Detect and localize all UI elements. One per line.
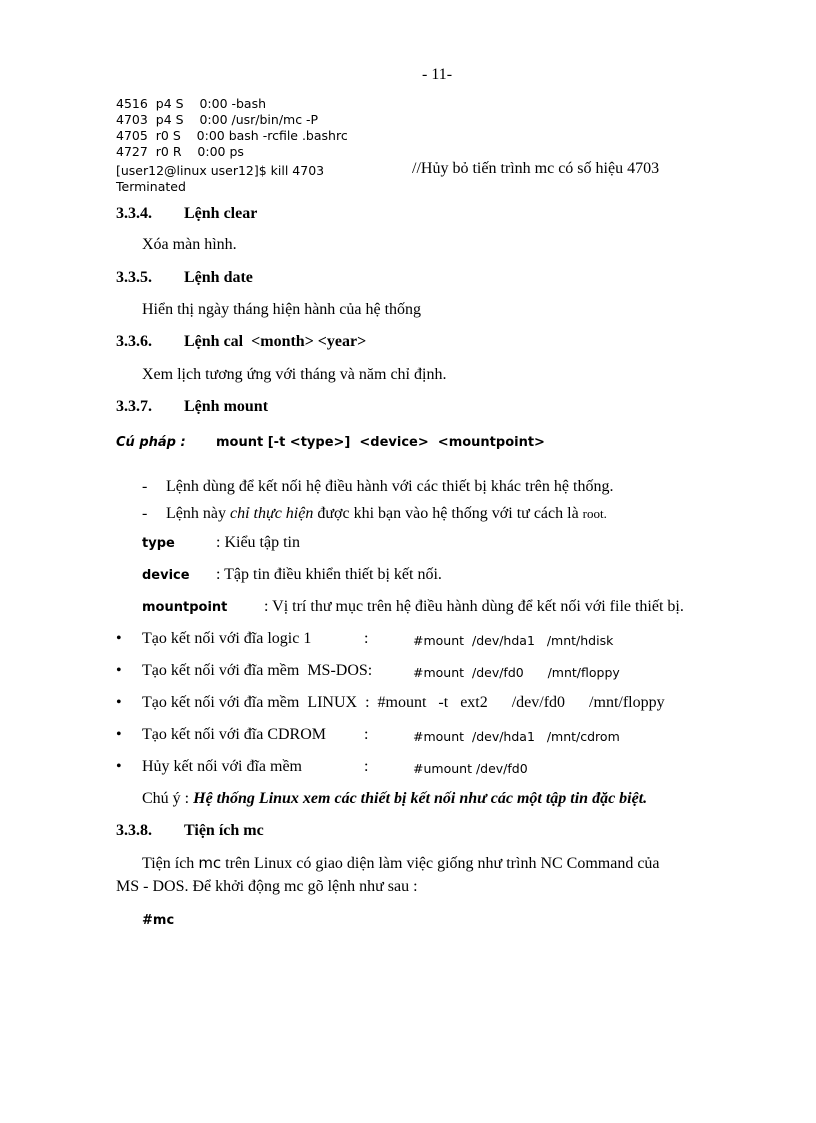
page-number: - 11- [422, 66, 453, 83]
mc-paragraph-line2: MS - DOS. Để khởi động mc gõ lệnh như sau : [116, 878, 418, 895]
terminal-comment: //Hủy bỏ tiến trình mc có số hiệu 4703 [412, 160, 660, 177]
dash-marker: - [142, 478, 148, 495]
bullet-separator: : [364, 758, 369, 775]
param-label: type [142, 536, 175, 551]
mc-paragraph-line1: Tiện ích mc trên Linux có giao diện làm việc giống như trình NC Command của [142, 854, 660, 872]
param-desc: : Tập tin điều khiển thiết bị kết nối. [216, 566, 442, 583]
section-title: Lệnh mount [184, 398, 269, 415]
bullet-marker: • [116, 662, 122, 679]
mc-command: #mc [142, 913, 175, 928]
bullet-text: Tạo kết nối với đĩa mềm LINUX : #mount -t ext2 /dev/fd0 /mnt/floppy [142, 694, 665, 711]
param-label: mountpoint [142, 600, 228, 615]
section-description: Xóa màn hình. [142, 236, 237, 253]
emphasis-text: chỉ thực hiện [229, 505, 314, 522]
section-number: 3.3.6. [116, 333, 152, 350]
note [142, 790, 647, 808]
bullet-command: #mount /dev/hda1 /mnt/hdisk [413, 633, 614, 648]
bullet-command: #mount /dev/fd0 /mnt/floppy [413, 665, 620, 680]
section-description: Xem lịch tương ứng với tháng và năm chỉ định. [142, 366, 447, 383]
bullet-text: Hủy kết nối với đĩa mềm [142, 758, 302, 775]
section-number: 3.3.8. [116, 822, 152, 839]
syntax-label: Cú pháp : [116, 435, 186, 450]
mc-inline-code: mc [198, 854, 222, 872]
terminal-line: 4705 r0 S 0:00 bash -rcfile .bashrc [116, 128, 348, 143]
section-number: 3.3.4. [116, 205, 152, 222]
bullet-marker: • [116, 694, 122, 711]
dash-item: Lệnh này chỉ thực hiện được khi bạn vào hệ thống với tư cách là root. [166, 505, 607, 522]
root-text: root. [582, 506, 607, 521]
bullet-marker: • [116, 758, 122, 775]
section-number: 3.3.5. [116, 269, 152, 286]
terminal-line: 4516 p4 S 0:00 -bash [116, 96, 267, 111]
section-title: Lệnh date [184, 269, 253, 286]
note-text: Hệ thống Linux xem các thiết bị kết nối như các một tập tin đặc biệt. [193, 790, 648, 807]
terminal-line: Terminated [116, 179, 186, 194]
bullet-separator: : [364, 726, 369, 743]
param-desc: : Kiểu tập tin [216, 534, 300, 551]
section-description: Hiển thị ngày tháng hiện hành của hệ thống [142, 301, 422, 318]
section-title: Lệnh clear [184, 205, 258, 222]
bullet-command: #umount /dev/fd0 [413, 761, 528, 776]
bullet-marker: • [116, 630, 122, 647]
section-title: Tiện ích mc [184, 822, 264, 839]
param-desc: : Vị trí thư mục trên hệ điều hành dùng để kết nối với file thiết bị. [264, 598, 684, 615]
terminal-line: 4727 r0 R 0:00 ps [116, 144, 244, 159]
dash-marker: - [142, 505, 148, 522]
dash-item: Lệnh dùng để kết nối hệ điều hành với các thiết bị khác trên hệ thống. [166, 478, 614, 495]
bullet-text: Tạo kết nối với đĩa logic 1 [142, 630, 312, 647]
bullet-command: #mount /dev/hda1 /mnt/cdrom [413, 729, 620, 744]
param-label: device [142, 568, 190, 583]
terminal-line: 4703 p4 S 0:00 /usr/bin/mc -P [116, 112, 319, 127]
bullet-text: Tạo kết nối với đĩa mềm MS-DOS: [142, 662, 373, 679]
bullet-marker: • [116, 726, 122, 743]
section-number: 3.3.7. [116, 398, 152, 415]
terminal-line: [user12@linux user12]$ kill 4703 [116, 163, 325, 178]
bullet-separator: : [364, 630, 369, 647]
bullet-text: Tạo kết nối với đĩa CDROM [142, 726, 326, 743]
section-title: Lệnh cal <month> <year> [184, 333, 367, 350]
syntax-command: mount [-t <type>] <device> <mountpoint> [216, 435, 545, 450]
note-label: Chú ý : [142, 790, 194, 807]
